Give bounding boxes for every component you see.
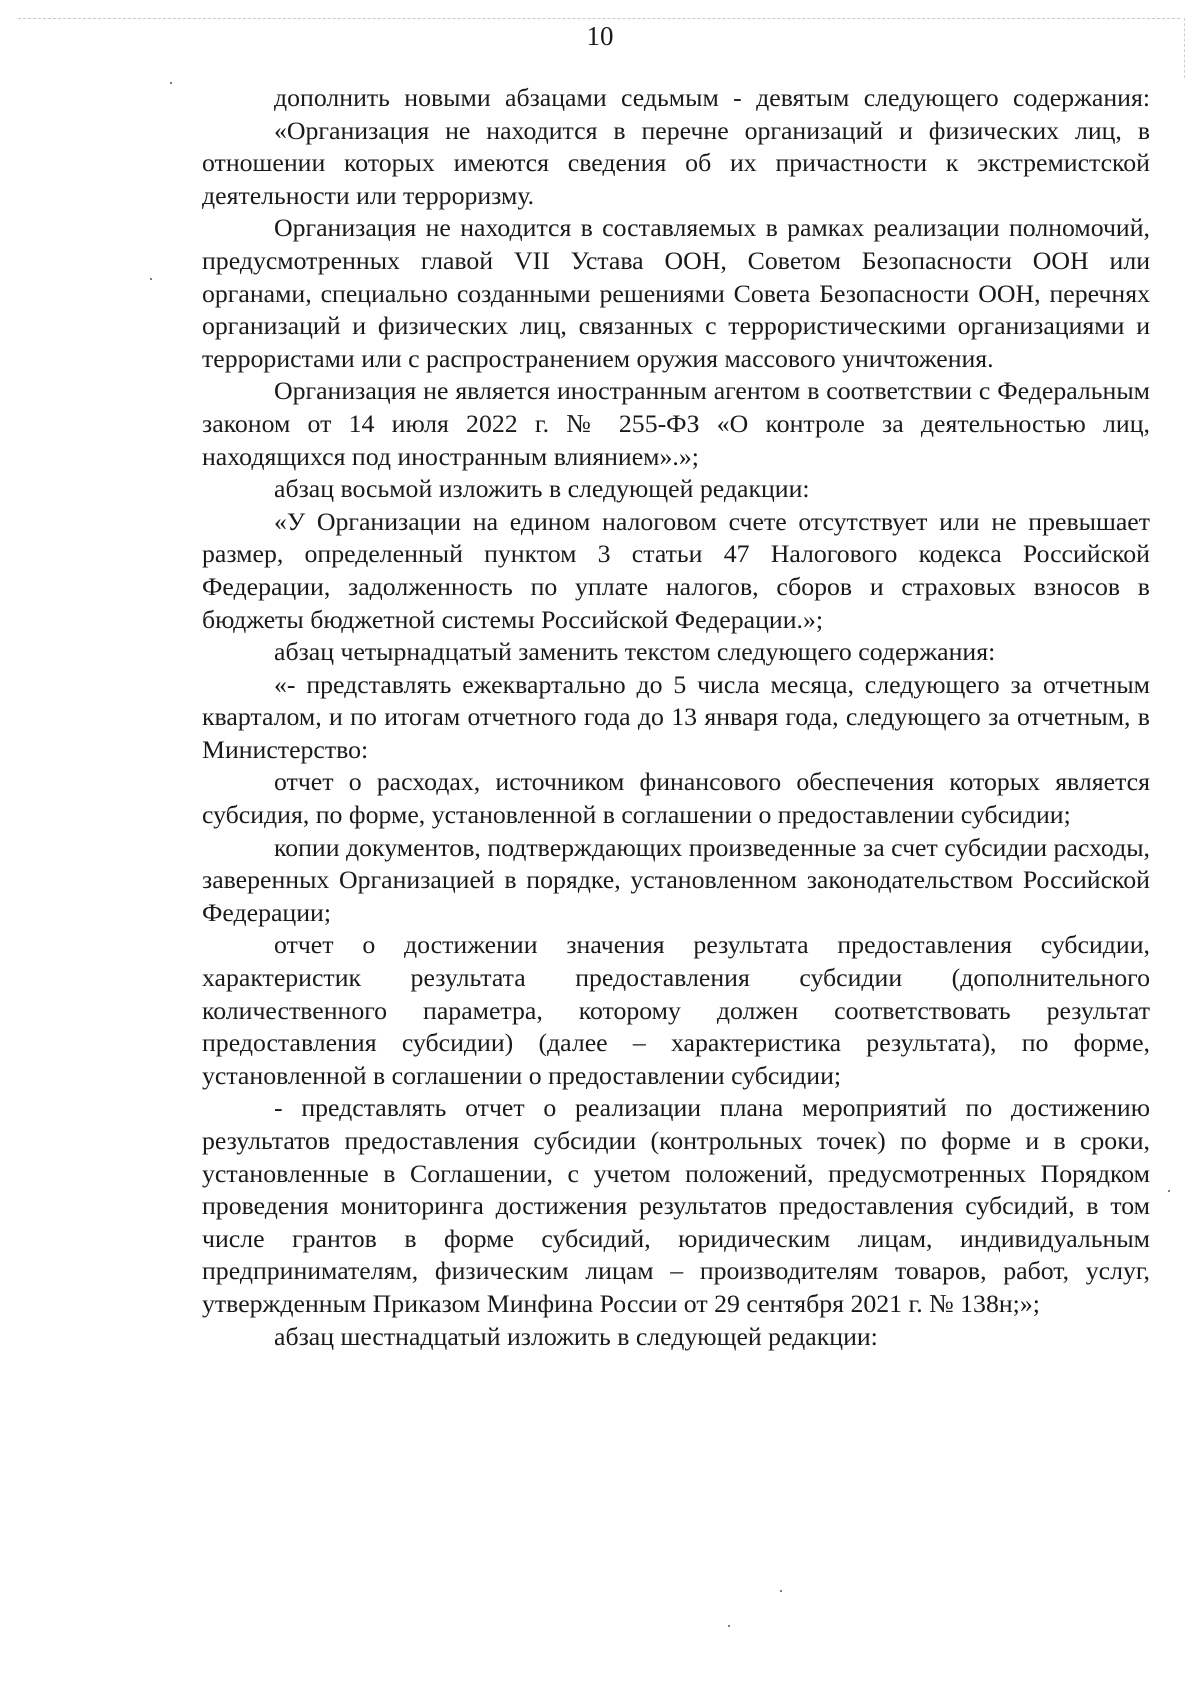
paragraph-result-report: отчет о достижении значения результата предоставления субсидии, характеристик результата предоставления субсидии (дополнительного количественного параметра, которому должен соответствовать результат предоставления субсидии) (далее – характеристика результата), по форме, установленной в соглашении о предоставлении субсидии; (202, 930, 1150, 1090)
scan-speck (728, 1625, 730, 1627)
paragraph-fourteenth-intro: абзац четырнадцатый заменить текстом следующего содержания: (274, 637, 996, 667)
paragraph-eighth-intro: абзац восьмой изложить в следующей редакции: (274, 474, 810, 504)
scan-speck (1168, 1190, 1170, 1192)
paragraph-sixteenth-intro: абзац шестнадцатый изложить в следующей редакции: (274, 1321, 878, 1351)
scan-speck (150, 278, 152, 280)
scan-speck (780, 1590, 782, 1592)
paragraph-action-plan-report: - представлять отчет о реализации плана мероприятий по достижению результатов предоставления субсидии (контрольных точек) по форме и в сроки, установленные в Соглашении, с учетом положений, предусмотренных Порядком проведения мониторинга достижения результатов предоставления субсидий, в том числе грантов в форме субсидий, юридическим лицам, индивидуальным предпринимателям, физическим лицам – производителям товаров, работ, услуг, утвержденным Приказом Минфина России от 29 сентября 2021 г. № 138н;»; (202, 1093, 1150, 1318)
paragraph-amend-intro: дополнить новыми абзацами седьмым - девятым следующего содержания: (274, 83, 1150, 112)
paragraph-un-security-council: Организация не находится в составляемых в рамках реализации полномочий, предусмотренных главой VII Устава ООН, Советом Безопасности ООН или органами, специально созданными решениями Совета Безопасности ООН, перечнях организаций и физических лиц, связанных с террористическими организациями и террористами или с распространением оружия массового уничтожения. (202, 213, 1150, 373)
page-number: 10 (586, 21, 614, 51)
paragraph-quarterly-reporting: «- представлять ежеквартально до 5 числа месяца, следующего за отчетным кварталом, и по итогам отчетного года до 13 января года, следующего за отчетным, в Министерство: (202, 669, 1150, 764)
scan-speck (170, 82, 172, 84)
paragraph-document-copies: копии документов, подтверждающих произведенные за счет субсидии расходы, заверенных Организацией в порядке, установленном законодательством Российской Федерации; (202, 832, 1150, 927)
paragraph-extremism-list: «Организация не находится в перечне организаций и физических лиц, в отношении которых имеются сведения об их причастности к экстремистской деятельности или терроризму. (202, 115, 1150, 210)
document-body (202, 82, 1150, 1353)
paragraph-foreign-agent: Организация не является иностранным агентом в соответствии с Федеральным законом от 14 июля 2022 г. № 255-ФЗ «О контроле за деятельностью лиц, находящихся под иностранным влиянием».»; (202, 376, 1150, 471)
paragraph-expense-report: отчет о расходах, источником финансового обеспечения которых является субсидия, по форме, установленной в соглашении о предоставлении субсидии; (202, 767, 1150, 830)
paragraph-tax-debt: «У Организации на едином налоговом счете отсутствует или не превышает размер, определенный пунктом 3 статьи 47 Налогового кодекса Российской Федерации, задолженность по уплате налогов, сборов и страховых взносов в бюджеты бюджетной системы Российской Федерации.»; (202, 506, 1150, 634)
